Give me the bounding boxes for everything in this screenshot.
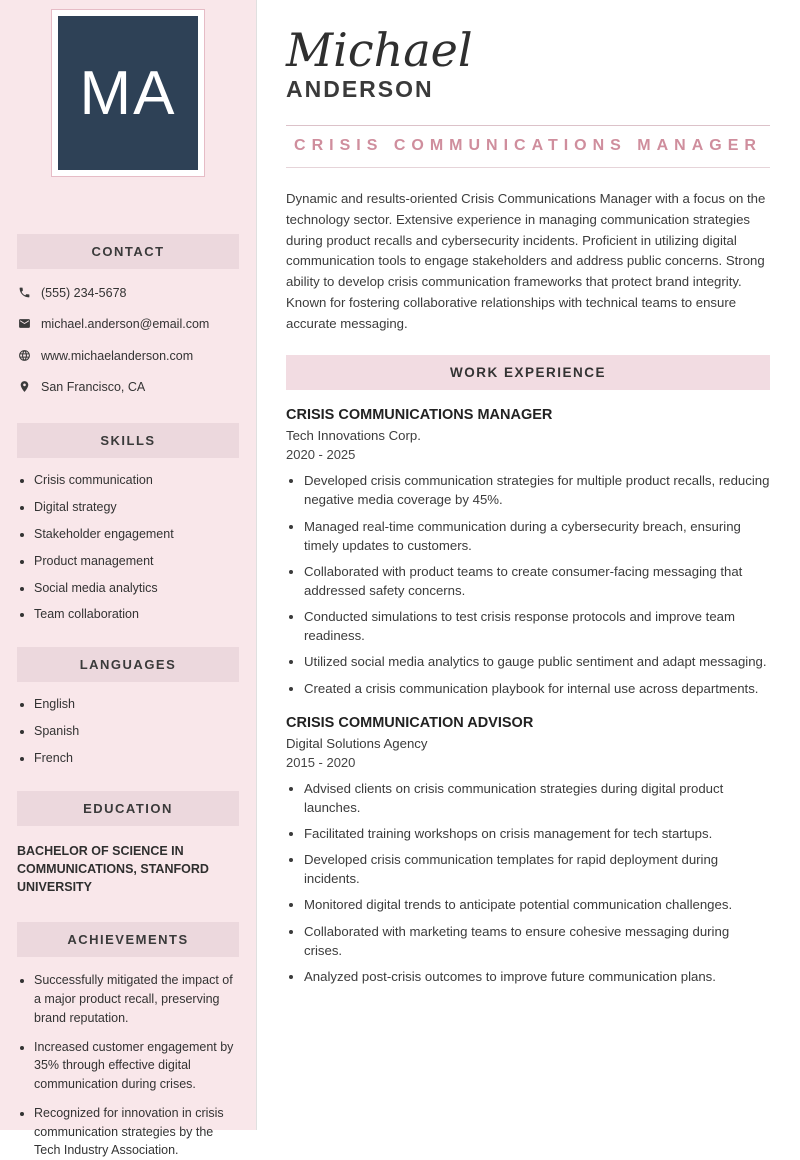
job-title: CRISIS COMMUNICATIONS MANAGER bbox=[294, 137, 762, 155]
job-bullet: • Utilized social media analytics to gauge public sentiment and adapt messaging. bbox=[304, 652, 770, 671]
achievement-item: • Recognized for innovation in crisis communication strategies by the Tech Industry Association. bbox=[34, 1104, 240, 1160]
job-bullet: • Collaborated with marketing teams to ensure cohesive messaging during crises. bbox=[304, 922, 770, 960]
job-dates: 2020 - 2025 bbox=[286, 447, 356, 463]
last-name: ANDERSON bbox=[286, 76, 434, 103]
skills-section-header: SKILLS bbox=[17, 423, 239, 458]
job-entry bbox=[286, 715, 770, 986]
job-dates: 2015 - 2020 bbox=[286, 754, 356, 770]
contact-email: michael.anderson@email.com bbox=[41, 317, 210, 332]
job-bullet: • Monitored digital trends to anticipate potential communication challenges. bbox=[304, 895, 770, 914]
contact-section-header: CONTACT bbox=[17, 234, 239, 269]
languages-section-header: LANGUAGES bbox=[17, 647, 239, 682]
job-title-band bbox=[286, 125, 770, 168]
job-bullet: • Created a crisis communication playbook for internal use across departments. bbox=[304, 679, 770, 698]
main-column bbox=[257, 0, 800, 1130]
skill-item: • Product management bbox=[34, 553, 242, 570]
contact-website: www.michaelanderson.com bbox=[41, 348, 194, 363]
languages-list bbox=[0, 682, 256, 767]
achievements-section-header: ACHIEVEMENTS bbox=[17, 922, 239, 957]
job-bullet: • Collaborated with product teams to create consumer-facing messaging that addressed safety concerns. bbox=[304, 562, 770, 600]
skills-list bbox=[0, 458, 256, 623]
skill-item: • Stakeholder engagement bbox=[34, 526, 242, 543]
avatar-initials: MA bbox=[79, 58, 177, 128]
language-item: • French bbox=[34, 750, 242, 767]
skill-item: • Digital strategy bbox=[34, 499, 242, 516]
avatar-box bbox=[58, 16, 198, 170]
summary-paragraph: Dynamic and results-oriented Crisis Communications Manager with a focus on the technology sector. Extensive experience in managing communication strategies during product recalls and cybersecurity incidents. Proficient in utilizing digital communication tools to engage stakeholders and address public concerns. Strong ability to develop crisis communication frameworks that protect brand integrity. Known for fostering collaborative relationships with technical teams to ensure accurate messaging. bbox=[286, 191, 766, 331]
job-role: CRISIS COMMUNICATION ADVISOR bbox=[286, 714, 534, 731]
work-experience-header: WORK EXPERIENCE bbox=[286, 355, 770, 390]
avatar bbox=[51, 9, 205, 177]
contact-location: San Francisco, CA bbox=[41, 379, 146, 394]
email-icon bbox=[18, 317, 31, 330]
job-bullet: • Analyzed post-crisis outcomes to improve future communication plans. bbox=[304, 967, 770, 986]
language-item: • English bbox=[34, 696, 242, 713]
contact-phone-row bbox=[18, 285, 242, 301]
achievement-item: • Successfully mitigated the impact of a major product recall, preserving brand reputation. bbox=[34, 971, 240, 1027]
job-company: Tech Innovations Corp. bbox=[286, 428, 421, 444]
job-bullet: • Advised clients on crisis communication strategies during digital product launches. bbox=[304, 779, 770, 817]
location-icon bbox=[18, 380, 31, 393]
job-bullet: • Developed crisis communication strategies for multiple product recalls, reducing negative media coverage by 45%. bbox=[304, 471, 770, 509]
job-bullet: • Conducted simulations to test crisis response protocols and improve team readiness. bbox=[304, 607, 770, 645]
sidebar bbox=[0, 0, 257, 1158]
job-bullet: • Facilitated training workshops on crisis management for tech startups. bbox=[304, 824, 770, 843]
skill-item: • Crisis communication bbox=[34, 472, 242, 489]
skill-item: • Team collaboration bbox=[34, 606, 242, 623]
job-entry bbox=[286, 407, 770, 697]
job-bullet-list bbox=[286, 779, 770, 986]
contact-location-row bbox=[18, 379, 242, 395]
job-role: CRISIS COMMUNICATIONS MANAGER bbox=[286, 407, 553, 424]
contact-phone: (555) 234-5678 bbox=[41, 286, 127, 300]
language-item: • Spanish bbox=[34, 723, 242, 740]
achievement-item: • Increased customer engagement by 35% through effective digital communication during crises. bbox=[34, 1038, 240, 1094]
contact-list bbox=[0, 269, 256, 395]
job-bullet: • Developed crisis communication templates for rapid deployment during incidents. bbox=[304, 850, 770, 888]
contact-email-row bbox=[18, 316, 242, 332]
education-section-header: EDUCATION bbox=[17, 791, 239, 826]
first-name: Michael bbox=[286, 23, 473, 77]
job-company: Digital Solutions Agency bbox=[286, 735, 428, 751]
job-bullet-list bbox=[286, 471, 770, 697]
skill-item: • Social media analytics bbox=[34, 580, 242, 597]
job-bullet: • Managed real-time communication during a cybersecurity breach, ensuring timely updates to customers. bbox=[304, 517, 770, 555]
contact-website-row bbox=[18, 348, 242, 364]
globe-icon bbox=[18, 349, 31, 362]
education-degree: BACHELOR OF SCIENCE IN COMMUNICATIONS, STANFORD UNIVERSITY bbox=[17, 843, 209, 895]
phone-icon bbox=[18, 286, 31, 299]
